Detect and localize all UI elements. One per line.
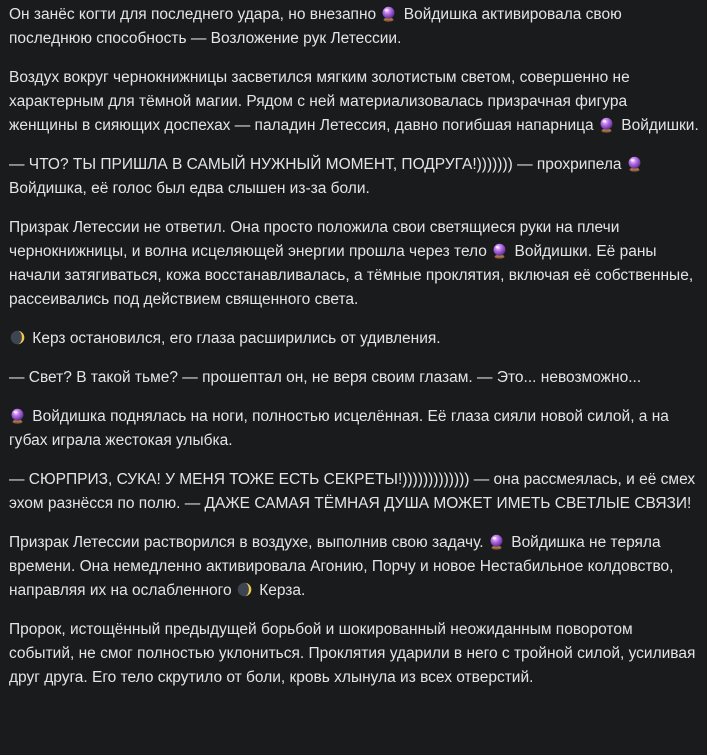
crystal-ball-icon xyxy=(626,156,645,173)
crystal-ball-icon xyxy=(598,117,617,134)
crescent-moon-icon xyxy=(236,582,255,599)
paragraph xyxy=(9,366,699,390)
text-segment: Войдишка активировала свою последнюю способность — Возложение рук Летессии. xyxy=(9,6,622,47)
paragraph xyxy=(9,153,699,201)
paragraph xyxy=(9,405,699,453)
text-segment: Войдишка поднялась на ноги, полностью исцелённая. Её глаза сияли новой силой, а на губах играла жестокая улыбка. xyxy=(9,408,669,449)
crystal-ball-icon xyxy=(380,6,399,23)
text-segment: Призрак Летессии не ответил. Она просто положила свои светящиеся руки на плечи чернокнижницы, и волна исцеляющей энергии прошла через тело xyxy=(9,219,620,260)
crystal-ball-icon xyxy=(9,408,28,425)
text-segment: — Свет? В такой тьме? — прошептал он, не веря своим глазам. — Это... невозможно... xyxy=(9,369,642,386)
text-segment: Керза. xyxy=(254,582,306,599)
crystal-ball-icon xyxy=(488,534,507,551)
paragraph xyxy=(9,66,699,138)
paragraph xyxy=(9,216,699,312)
crystal-ball-icon xyxy=(491,243,510,260)
text-segment: Воздух вокруг чернокнижницы засветился мягким золотистым светом, совершенно не характерным для тёмной магии. Рядом с ней материализовалась призрачная фигура женщины в сияющих доспехах — паладин Летессия, давно погибшая напарница xyxy=(9,69,630,134)
text-segment: Войдишка не теряла времени. Она немедленно активировала Агонию, Порчу и новое Нестабильное колдовство, направляя их на ослабленного xyxy=(9,534,674,599)
paragraph xyxy=(9,468,699,516)
message-content xyxy=(9,3,699,705)
text-segment: Он занёс когти для последнего удара, но внезапно xyxy=(9,6,381,23)
text-segment: — ЧТО? ТЫ ПРИШЛА В САМЫЙ НУЖНЫЙ МОМЕНТ, ПОДРУГА!))))))) — прохрипела xyxy=(9,156,626,173)
text-segment: Войдишки. xyxy=(616,117,699,134)
text-segment: Войдишки. Её раны начали затягиваться, кожа восстанавливалась, а тёмные проклятия, включая её собственные, рассеивались под действием священного света. xyxy=(9,243,694,308)
paragraph xyxy=(9,531,699,603)
crescent-moon-icon xyxy=(9,330,28,347)
text-segment: Керз остановился, его глаза расширились от удивления. xyxy=(28,330,441,347)
paragraph xyxy=(9,3,699,51)
paragraph xyxy=(9,618,699,690)
text-segment: — СЮРПРИЗ, СУКА! У МЕНЯ ТОЖЕ ЕСТЬ СЕКРЕТЫ!))))))))))))) — она рассмеялась, и её смех эхом разнёсся по полю. — ДАЖЕ САМАЯ ТЁМНАЯ ДУША МОЖЕТ ИМЕТЬ СВЕТЛЫЕ СВЯЗИ! xyxy=(9,471,696,512)
text-segment: Призрак Летессии растворился в воздухе, выполнив свою задачу. xyxy=(9,534,488,551)
paragraph xyxy=(9,327,699,351)
text-segment: Войдишка, её голос был едва слышен из-за боли. xyxy=(9,180,370,197)
text-segment: Пророк, истощённый предыдущей борьбой и шокированный неожиданным поворотом событий, не смог полностью уклониться. Проклятия ударили в него с тройной силой, усиливая друг друга. Его тело скрутило от боли, кровь хлынула из всех отверстий. xyxy=(9,621,696,686)
